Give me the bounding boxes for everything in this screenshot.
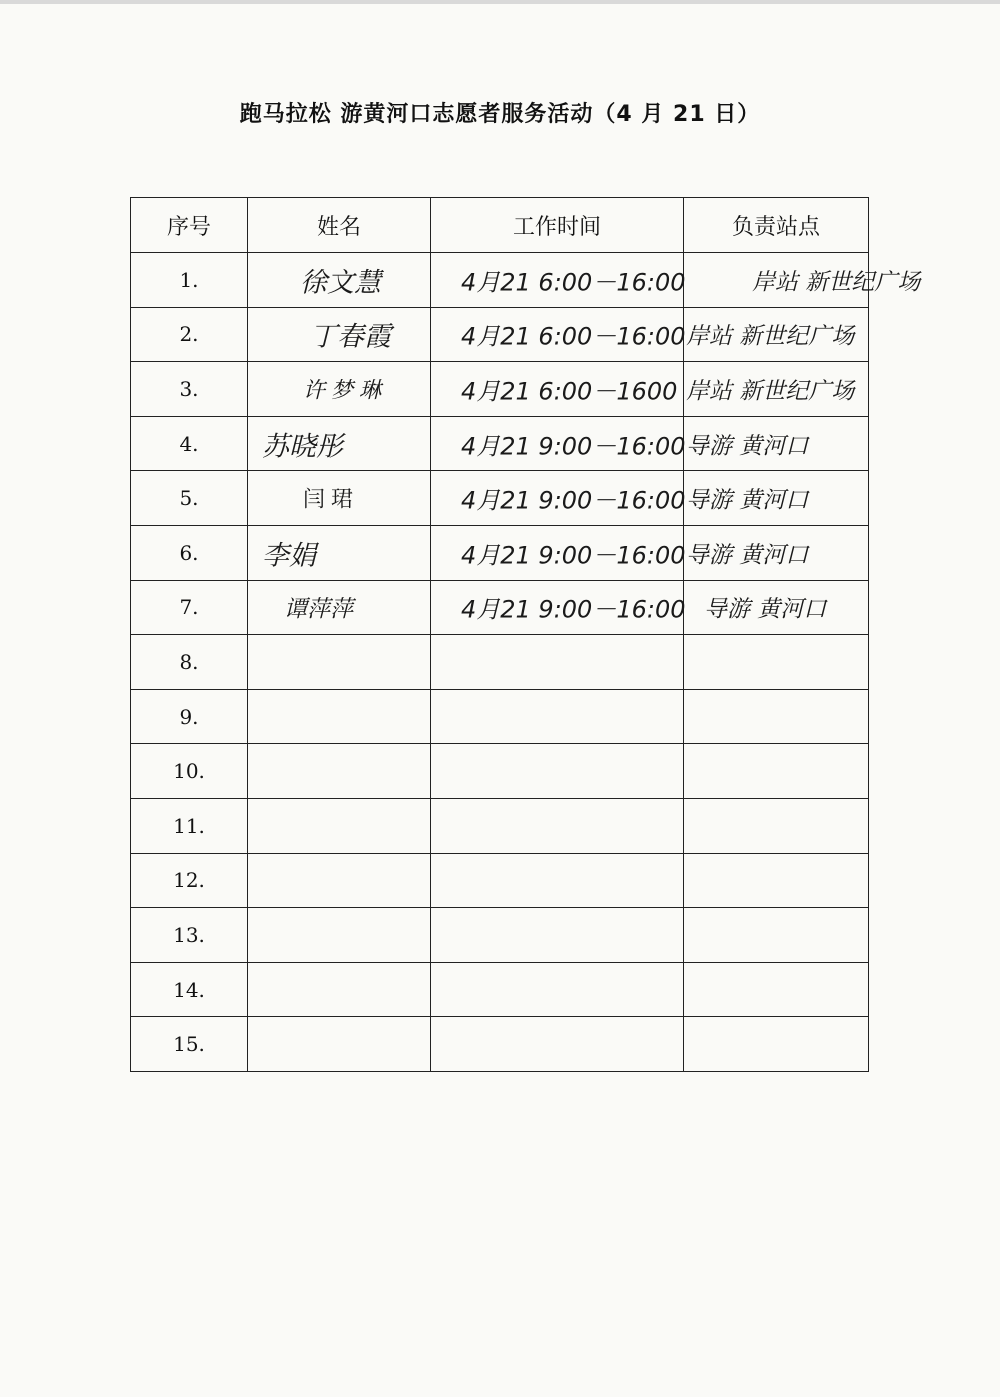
volunteer-name-handwritten: 苏晓彤 [262,431,343,463]
station-handwritten: 岸站 新世纪广场 [686,378,855,405]
station-handwritten: 岸站 新世纪广场 [686,323,855,350]
station-cell [684,853,869,908]
station-handwritten: 导游 黄河口 [686,433,809,460]
work-time-cell [431,416,684,471]
table-row [131,1017,869,1072]
volunteer-name-cell [248,635,431,690]
table-row [131,744,869,799]
work-time-handwritten: 4月21 9:00－16:00 [461,541,686,570]
station-cell [684,580,869,635]
row-number: 5. [131,471,248,526]
volunteer-roster-table [130,197,921,1072]
work-time-cell [431,853,684,908]
volunteer-name-cell [248,798,431,853]
station-handwritten: 导游 黄河口 [686,487,809,514]
row-number: 8. [131,635,248,690]
station-cell [684,962,869,1017]
row-number: 6. [131,525,248,580]
volunteer-name-cell [248,253,431,308]
row-number: 7. [131,580,248,635]
table-row [131,908,869,963]
row-number: 12. [131,853,248,908]
volunteer-name-handwritten: 丁春霞 [310,321,391,353]
station-cell [684,798,869,853]
work-time-cell [431,798,684,853]
row-number: 10. [131,744,248,799]
station-cell [684,908,869,963]
work-time-handwritten: 4月21 9:00－16:00 [461,486,686,515]
row-number: 14. [131,962,248,1017]
table-row [131,416,869,471]
work-time-cell [431,525,684,580]
row-number: 1. [131,253,248,308]
volunteer-name-cell [248,744,431,799]
header-name: 姓名 [248,198,431,253]
table-header-row [131,198,869,253]
volunteer-name-handwritten: 李娟 [262,540,316,572]
work-time-cell [431,689,684,744]
station-handwritten: 导游 黄河口 [686,542,809,569]
header-number: 序号 [131,198,248,253]
work-time-cell [431,744,684,799]
volunteer-name-cell [248,962,431,1017]
volunteer-name-cell [248,689,431,744]
row-number: 13. [131,908,248,963]
work-time-handwritten: 4月21 9:00－16:00 [461,432,686,461]
station-cell [684,1017,869,1072]
table-row [131,635,869,690]
page-top-edge [0,0,1000,4]
station-cell [684,416,869,471]
row-number: 4. [131,416,248,471]
work-time-cell [431,580,684,635]
work-time-cell [431,635,684,690]
station-cell [684,635,869,690]
table-row [131,362,869,417]
station-cell [684,525,869,580]
row-number: 3. [131,362,248,417]
station-cell [684,744,869,799]
volunteer-name-cell [248,362,431,417]
row-number: 9. [131,689,248,744]
work-time-cell [431,307,684,362]
work-time-cell [431,253,684,308]
work-time-cell [431,908,684,963]
table-body [131,253,921,1072]
table-row [131,471,869,526]
table-row [131,307,869,362]
volunteer-name-cell [248,580,431,635]
work-time-cell [431,962,684,1017]
volunteer-name-cell [248,853,431,908]
row-number: 2. [131,307,248,362]
station-cell [684,253,921,308]
work-time-handwritten: 4月21 6:00－1600 [461,377,678,406]
volunteer-name-cell [248,471,431,526]
work-time-handwritten: 4月21 6:00－16:00 [461,322,686,351]
table-row [131,962,869,1017]
volunteer-name-handwritten: 闫珺 [303,487,360,513]
volunteer-name-handwritten: 谭萍萍 [284,596,353,623]
table-row [131,253,869,308]
station-handwritten: 导游 黄河口 [704,596,827,623]
header-work-time: 工作时间 [431,198,684,253]
volunteer-name-cell [248,525,431,580]
station-cell [684,362,869,417]
station-cell [684,689,869,744]
table-row [131,525,869,580]
table-row [131,689,869,744]
row-number: 15. [131,1017,248,1072]
work-time-cell [431,471,684,526]
station-cell [684,471,869,526]
row-number: 11. [131,798,248,853]
volunteer-name-handwritten: 徐文慧 [300,267,381,299]
table-row [131,798,869,853]
document-title: 跑马拉松 游黄河口志愿者服务活动（4 月 21 日） [239,102,761,127]
volunteer-name-handwritten: 许梦琳 [303,378,388,404]
station-cell [684,307,869,362]
volunteer-name-cell [248,416,431,471]
table-row [131,580,869,635]
volunteer-name-cell [248,307,431,362]
work-time-handwritten: 4月21 6:00－16:00 [461,268,686,297]
volunteer-name-cell [248,908,431,963]
header-station: 负责站点 [684,198,869,253]
work-time-cell [431,362,684,417]
work-time-cell [431,1017,684,1072]
volunteer-name-cell [248,1017,431,1072]
table-row [131,853,869,908]
station-handwritten: 岸站 新世纪广场 [752,269,921,296]
work-time-handwritten: 4月21 9:00－16:00 [461,595,686,624]
